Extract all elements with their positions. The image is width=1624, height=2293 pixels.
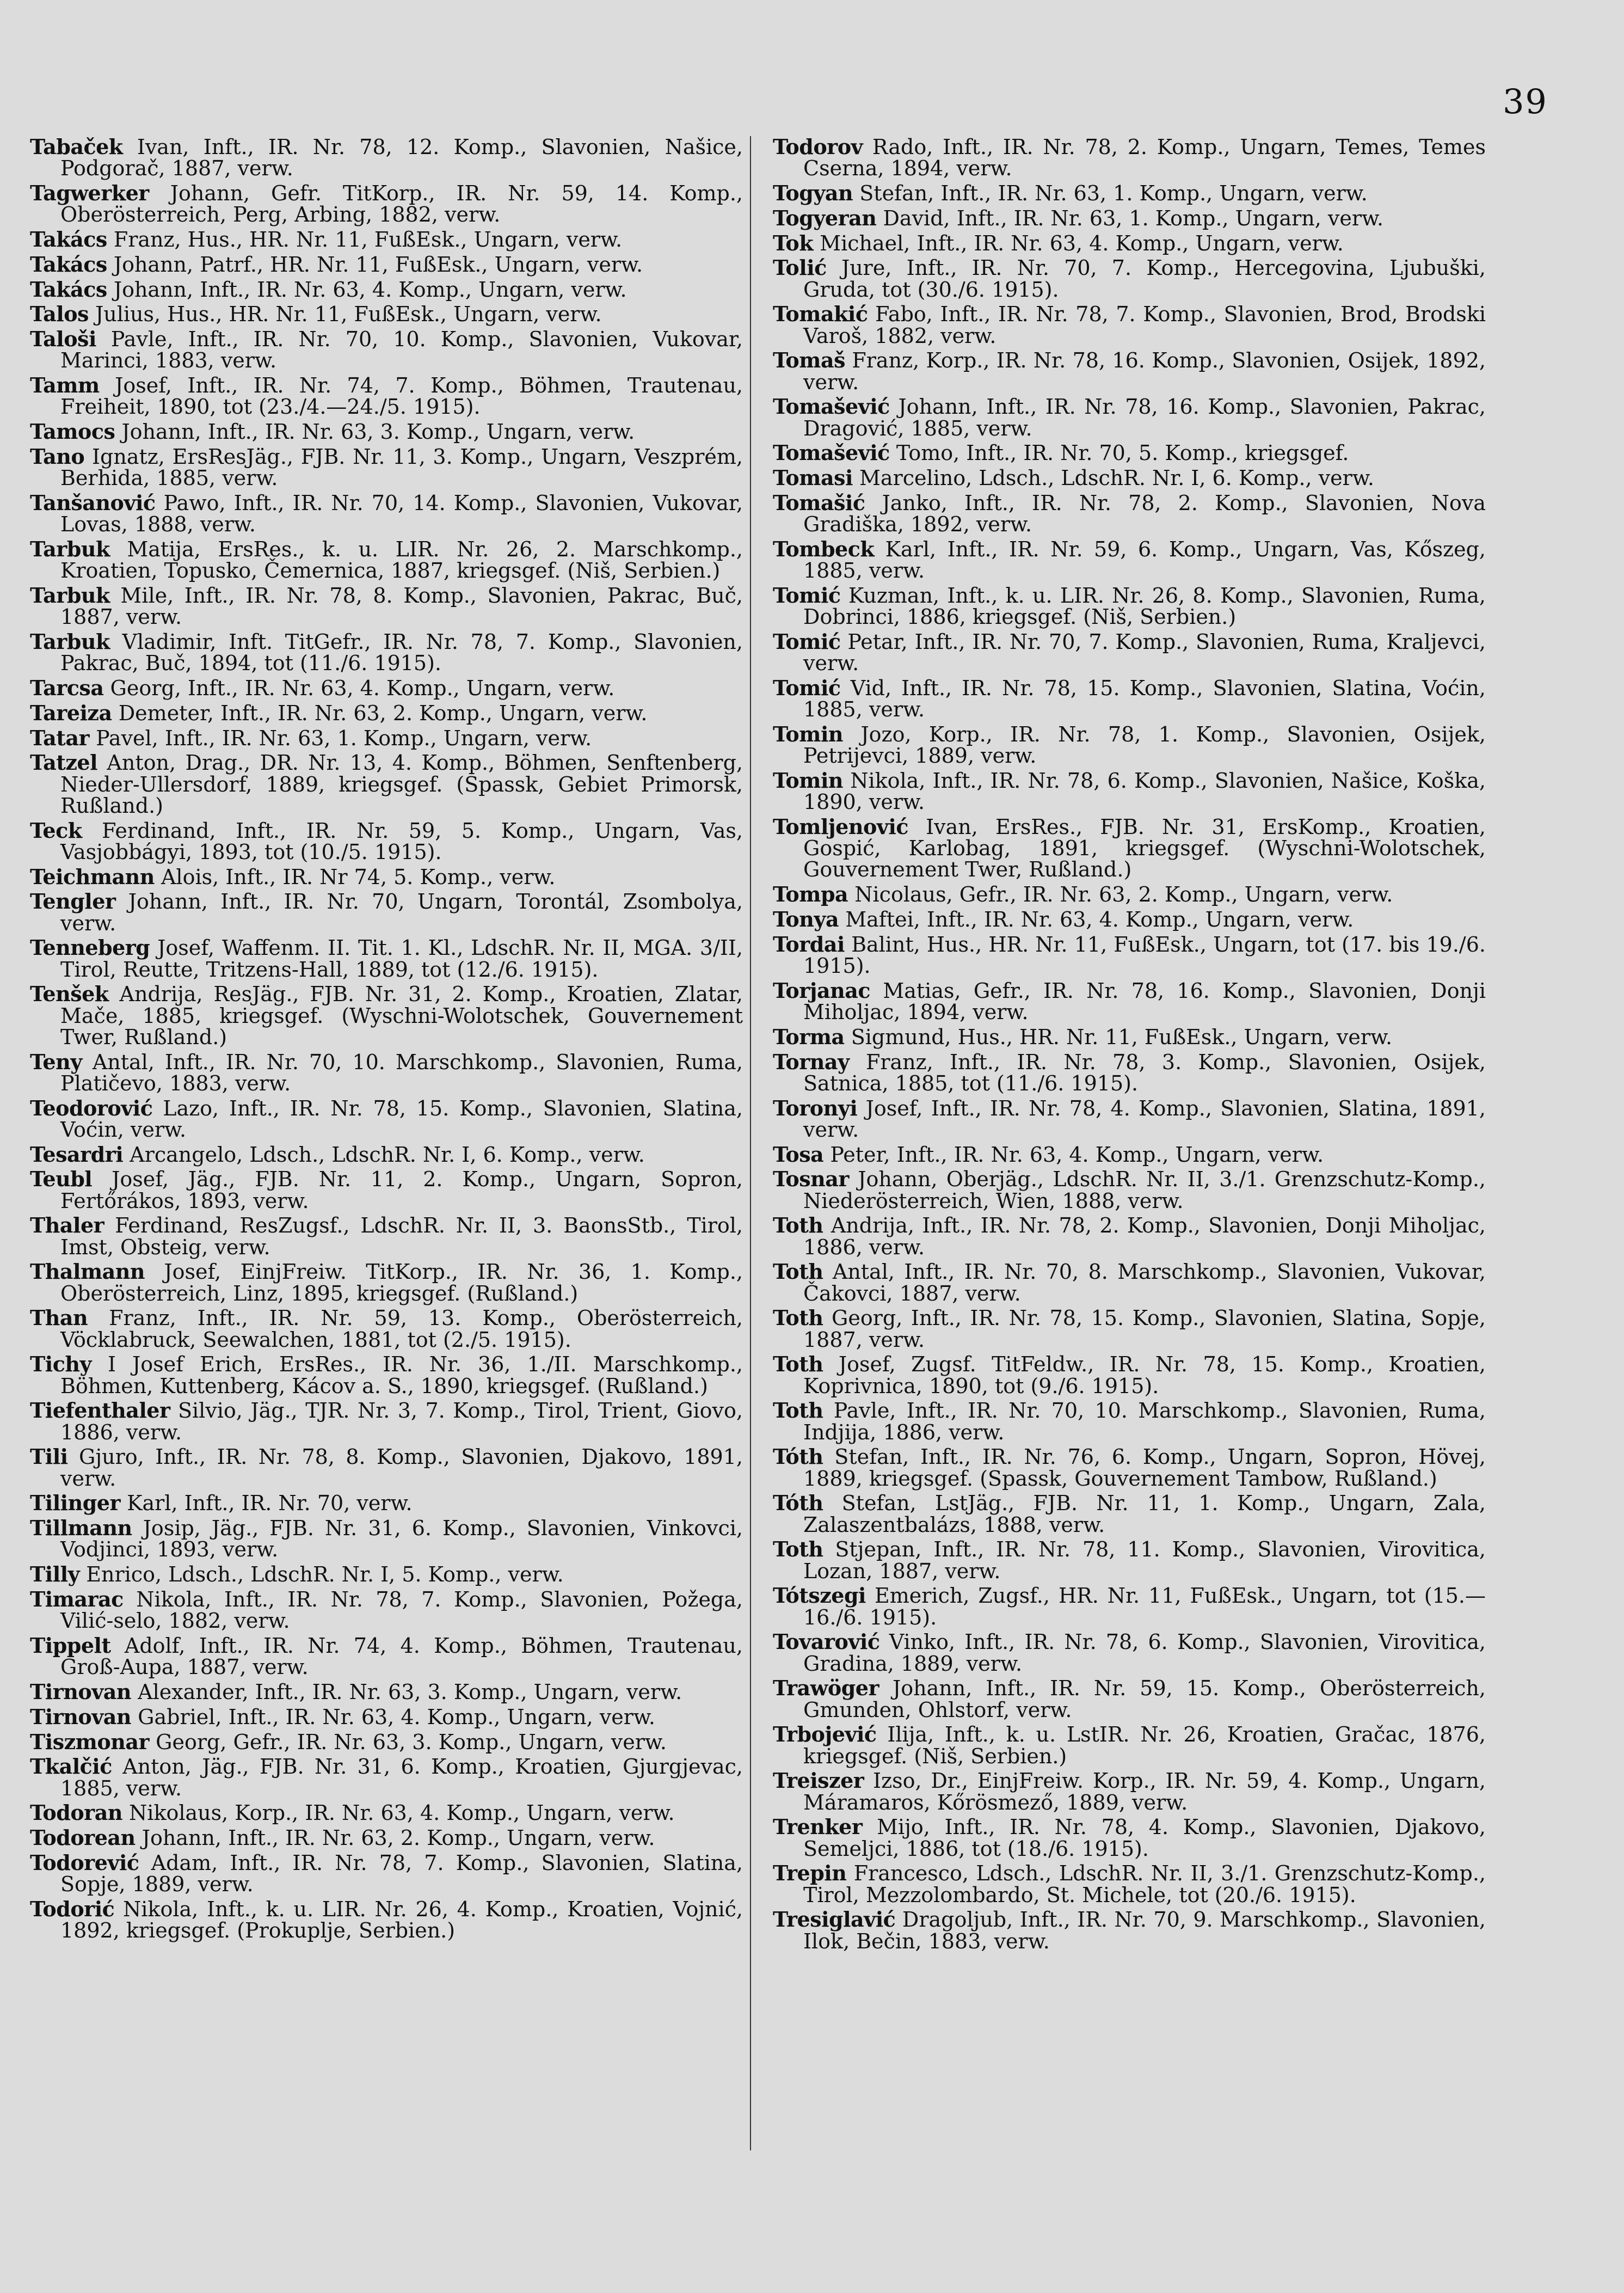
entry-details: Andrija, ResJäg., FJB. Nr. 31, 2. Komp., Kroatien, Zlatar, Mače, 1885, kriegsgef. (Wyschni-Wolotschek, Gouvernement Twer, Rußland.): [60, 982, 743, 1049]
roster-entry: [773, 980, 1486, 1023]
roster-entry: [773, 631, 1486, 674]
entry-details: Alois, Inft., IR. Nr 74, 5. Komp., verw.: [161, 865, 556, 889]
entry-details: Ignatz, ErsResJäg., FJB. Nr. 11, 3. Komp., Ungarn, Veszprém, Berhida, 1885, verw.: [60, 444, 743, 491]
entry-surname: Tenšek: [30, 982, 109, 1007]
entry-details: Enrico, Ldsch., LdschR. Nr. I, 5. Komp., verw.: [86, 1562, 564, 1587]
roster-entry: [30, 136, 743, 179]
entry-surname: Tirnovan: [30, 1704, 132, 1729]
entry-details: Johann, Oberjäg., LdschR. Nr. II, 3./1. Grenzschutz-Komp., Niederösterreich, Wien, 1888, verw.: [803, 1167, 1486, 1213]
entry-surname: Tesardri: [30, 1142, 124, 1167]
entry-details: Nikola, Inft., IR. Nr. 78, 7. Komp., Slavonien, Požega, Vilić-selo, 1882, verw.: [60, 1587, 743, 1633]
entry-details: Vinko, Inft., IR. Nr. 78, 6. Komp., Slavonien, Virovitica, Gradina, 1889, verw.: [803, 1630, 1486, 1676]
entry-details: Georg, Inft., IR. Nr. 78, 15. Komp., Slavonien, Slatina, Sopje, 1887, verw.: [803, 1306, 1486, 1352]
entry-details: Johann, Inft., IR. Nr. 70, Ungarn, Torontál, Zsombolya, verw.: [60, 890, 743, 935]
entry-surname: Togyeran: [773, 205, 877, 230]
entry-details: I Josef Erich, ErsRes., IR. Nr. 36, 1./II. Marschkomp., Böhmen, Kuttenberg, Kácov a. S., 1890, kriegsgef. (Rußland.): [60, 1352, 743, 1398]
roster-entry: [30, 375, 743, 418]
entry-details: Maftei, Inft., IR. Nr. 63, 4. Komp., Ungarn, verw.: [845, 907, 1354, 931]
roster-entry: [30, 1168, 743, 1211]
entry-surname: Thalmann: [30, 1259, 145, 1284]
entry-details: Michael, Inft., IR. Nr. 63, 4. Komp., Ungarn, verw.: [820, 231, 1344, 255]
entry-details: Jure, Inft., IR. Nr. 70, 7. Komp., Hercegovina, Ljubuški, Gruda, tot (30./6. 1915).: [803, 256, 1486, 302]
roster-entry: [30, 1852, 743, 1895]
roster-entry: [773, 396, 1486, 439]
roster-entry: [773, 1862, 1486, 1905]
entry-surname: Teck: [30, 818, 82, 843]
entry-details: Nicolaus, Gefr., IR. Nr. 63, 2. Komp., Ungarn, verw.: [854, 882, 1393, 907]
entry-details: Jozo, Korp., IR. Nr. 78, 1. Komp., Slavonien, Osijek, Petrijevci, 1889, verw.: [803, 722, 1486, 768]
entry-surname: Tomaš: [773, 348, 845, 373]
entry-details: Karl, Inft., IR. Nr. 59, 6. Komp., Ungarn, Vas, Kőszeg, 1885, verw.: [803, 537, 1486, 583]
entry-details: Antal, Inft., IR. Nr. 70, 8. Marschkomp., Slavonien, Vukovar, Čakovci, 1887, verw.: [803, 1260, 1486, 1305]
entry-surname: Toth: [773, 1352, 823, 1377]
right-column: [773, 136, 1486, 1955]
roster-entry: [773, 931, 1486, 978]
roster-entry: [30, 983, 743, 1048]
entry-surname: Tomakić: [773, 302, 868, 327]
entry-details: Adam, Inft., IR. Nr. 78, 7. Komp., Slavonien, Slatina, Sopje, 1889, verw.: [60, 1850, 743, 1897]
entry-surname: Trbojević: [773, 1722, 877, 1747]
entry-details: Francesco, Ldsch., LdschR. Nr. II, 3./1. Grenzschutz-Komp., Tirol, Mezzolombardo, St. Michele, tot (20./6. 1915).: [803, 1861, 1486, 1907]
roster-entry: [30, 492, 743, 535]
entry-details: Demeter, Inft., IR. Nr. 63, 2. Komp., Ungarn, verw.: [118, 701, 648, 725]
roster-entry: [30, 421, 743, 443]
roster-entry: [773, 1144, 1486, 1166]
entry-details: Pavle, Inft., IR. Nr. 70, 10. Marschkomp., Slavonien, Ruma, Indjija, 1886, verw.: [803, 1399, 1486, 1444]
roster-entry: [30, 303, 743, 325]
entry-details: Matias, Gefr., IR. Nr. 78, 16. Komp., Slavonien, Donji Miholjac, 1894, verw.: [803, 978, 1486, 1024]
entry-surname: Than: [30, 1305, 88, 1331]
roster-entry: [30, 1215, 743, 1258]
entry-surname: Tomašević: [773, 394, 890, 419]
entry-surname: Takács: [30, 252, 107, 277]
entry-details: Johann, Inft., IR. Nr. 63, 2. Komp., Ungarn, verw.: [142, 1826, 655, 1850]
roster-entry: [30, 866, 743, 888]
roster-entry: [773, 1307, 1486, 1350]
entry-surname: Teny: [30, 1049, 82, 1074]
entry-surname: Tili: [30, 1444, 68, 1469]
entry-surname: Tonya: [773, 906, 839, 931]
roster-entry: [30, 727, 743, 749]
entry-details: Pawo, Inft., IR. Nr. 70, 14. Komp., Slavonien, Vukovar, Lovas, 1888, verw.: [60, 491, 743, 537]
entry-details: Franz, Inft., IR. Nr. 59, 13. Komp., Oberösterreich, Vöcklabruck, Seewalchen, 1881, tot (2./5. 1915).: [60, 1306, 743, 1352]
roster-entry: [773, 1400, 1486, 1443]
roster-entry: [773, 1770, 1486, 1813]
roster-entry: [30, 1261, 743, 1304]
entry-surname: Tovarović: [773, 1629, 880, 1654]
entry-surname: Tompa: [773, 882, 848, 907]
entry-surname: Tomin: [773, 721, 844, 746]
entry-surname: Tenneberg: [30, 935, 150, 960]
entry-details: Andrija, Inft., IR. Nr. 78, 2. Komp., Slavonien, Donji Miholjac, 1886, verw.: [803, 1213, 1486, 1259]
roster-entry: [30, 1731, 743, 1753]
entry-details: Josef, EinjFreiw. TitKorp., IR. Nr. 36, 1. Komp., Oberösterreich, Linz, 1895, kriegsgef. (Rußland.): [60, 1260, 743, 1305]
entry-surname: Tresiglavić: [773, 1907, 896, 1932]
entry-surname: Tombeck: [773, 536, 875, 561]
entry-surname: Togyan: [773, 181, 853, 205]
entry-details: Tomo, Inft., IR. Nr. 70, 5. Komp., kriegsgef.: [896, 441, 1349, 465]
entry-details: Ferdinand, Inft., IR. Nr. 59, 5. Komp., Ungarn, Vas, Vasjobbágyi, 1893, tot (10./5. 1915).: [60, 818, 743, 864]
entry-surname: Taloši: [30, 327, 96, 352]
entry-surname: Tótszegi: [773, 1583, 866, 1608]
entry-surname: Tomašević: [773, 440, 890, 465]
roster-entry: [773, 1909, 1486, 1952]
entry-details: Franz, Inft., IR. Nr. 78, 3. Komp., Slavonien, Osijek, Satnica, 1885, tot (11./6. 1915).: [803, 1050, 1486, 1095]
roster-entry: [773, 303, 1486, 346]
entry-details: Mile, Inft., IR. Nr. 78, 8. Komp., Slavonien, Pakrac, Buč, 1887, verw.: [60, 583, 743, 629]
entry-details: Gjuro, Inft., IR. Nr. 78, 8. Komp., Slavonien, Djakovo, 1891, verw.: [60, 1445, 743, 1491]
entry-details: David, Inft., IR. Nr. 63, 1. Komp., Ungarn, verw.: [883, 206, 1384, 230]
roster-entry: [30, 1051, 743, 1094]
roster-entry: [773, 1538, 1486, 1581]
entry-surname: Todorić: [30, 1896, 115, 1921]
roster-entry: [773, 492, 1486, 535]
roster-entry: [30, 1898, 743, 1941]
entry-surname: Toronyi: [773, 1095, 858, 1120]
entry-surname: Trawöger: [773, 1676, 879, 1701]
entry-details: Josef, Inft., IR. Nr. 74, 7. Komp., Böhmen, Trautenau, Freiheit, 1890, tot (23./4.—24./5. 1915).: [60, 373, 743, 419]
entry-details: Kuzman, Inft., k. u. LIR. Nr. 26, 8. Komp., Slavonien, Ruma, Dobrinci, 1886, kriegsgef. (Niš, Serbien.): [803, 583, 1486, 629]
entry-details: Johann, Inft., IR. Nr. 63, 4. Komp., Ungarn, verw.: [113, 277, 627, 302]
roster-entry: [30, 1095, 743, 1142]
entry-details: Fabo, Inft., IR. Nr. 78, 7. Komp., Slavonien, Brod, Brodski Varoš, 1882, verw.: [803, 302, 1486, 348]
entry-surname: Tippelt: [30, 1633, 111, 1658]
roster-entry: [773, 1631, 1486, 1674]
entry-details: Izso, Dr., EinjFreiw. Korp., IR. Nr. 59, 4. Komp., Ungarn, Máramaros, Kőrösmező, 1889, verw.: [803, 1769, 1486, 1814]
roster-entry: [773, 1353, 1486, 1396]
entry-surname: Tornay: [773, 1049, 850, 1074]
entry-surname: Tomin: [773, 768, 844, 793]
roster-entry: [30, 752, 743, 817]
roster-entry: [30, 1564, 743, 1585]
entry-details: Stjepan, Inft., IR. Nr. 78, 11. Komp., Slavonien, Virovitica, Lozan, 1887, verw.: [803, 1537, 1486, 1583]
entry-details: Stefan, Inft., IR. Nr. 63, 1. Komp., Ungarn, verw.: [859, 181, 1368, 205]
entry-surname: Tok: [773, 230, 814, 255]
entry-surname: Tomić: [773, 583, 841, 608]
entry-details: Rado, Inft., IR. Nr. 78, 2. Komp., Ungarn, Temes, Temes Cserna, 1894, verw.: [803, 135, 1486, 181]
roster-entry: [773, 884, 1486, 905]
entry-details: Alexander, Inft., IR. Nr. 63, 3. Komp., Ungarn, verw.: [138, 1679, 682, 1704]
entry-surname: Tamm: [30, 373, 100, 398]
entry-surname: Tichy: [30, 1352, 92, 1377]
roster-entry: [773, 1585, 1486, 1628]
roster-entry: [30, 446, 743, 489]
entry-surname: Torjanac: [773, 978, 871, 1003]
roster-entry: [773, 257, 1486, 300]
roster-entry: [30, 937, 743, 980]
entry-surname: Teubl: [30, 1167, 93, 1192]
entry-surname: Takács: [30, 227, 107, 252]
roster-entry: [773, 721, 1486, 768]
entry-surname: Todorov: [773, 134, 863, 159]
roster-entry: [30, 1827, 743, 1849]
entry-details: Josef, Inft., IR. Nr. 78, 4. Komp., Slavonien, Slatina, 1891, verw.: [803, 1096, 1486, 1142]
roster-entry: [773, 1816, 1486, 1859]
roster-entry: [30, 1400, 743, 1443]
roster-entry: [773, 816, 1486, 881]
roster-entry: [30, 538, 743, 581]
entry-surname: Talos: [30, 302, 89, 327]
entry-surname: Teichmann: [30, 864, 155, 889]
entry-surname: Tosnar: [773, 1167, 849, 1192]
roster-entry: [30, 182, 743, 225]
entry-details: Mijo, Inft., IR. Nr. 78, 4. Komp., Slavonien, Djakovo, Semeljci, 1886, tot (18./6. 1915).: [803, 1815, 1486, 1861]
page-number: 39: [1503, 82, 1548, 121]
roster-entry: [773, 1446, 1486, 1489]
entry-surname: Treiszer: [773, 1768, 864, 1793]
entry-details: Nikola, Inft., IR. Nr. 78, 6. Komp., Slavonien, Našice, Koška, 1890, verw.: [803, 768, 1486, 814]
entry-details: Ivan, Inft., IR. Nr. 78, 12. Komp., Slavonien, Našice, Podgorač, 1887, verw.: [60, 135, 743, 181]
entry-details: Lazo, Inft., IR. Nr. 78, 15. Komp., Slavonien, Slatina, Voćin, verw.: [60, 1096, 743, 1142]
entry-details: Anton, Jäg., FJB. Nr. 31, 6. Komp., Kroatien, Gjurgjevac, 1885, verw.: [60, 1755, 743, 1800]
entry-details: Julius, Hus., HR. Nr. 11, FußEsk., Ungarn, verw.: [95, 302, 602, 327]
column-divider: [750, 136, 751, 2150]
entry-surname: Tomašić: [773, 490, 865, 515]
entry-surname: Takács: [30, 277, 107, 302]
entry-surname: Toth: [773, 1537, 823, 1562]
entry-surname: Tano: [30, 444, 85, 469]
roster-entry: [30, 1706, 743, 1728]
roster-entry: [30, 1144, 743, 1166]
roster-entry: [30, 702, 743, 724]
entry-surname: Tarbuk: [30, 629, 110, 654]
entry-surname: Tilly: [30, 1562, 80, 1587]
entry-surname: Tordai: [773, 931, 845, 957]
entry-details: Franz, Hus., HR. Nr. 11, FußEsk., Ungarn, verw.: [113, 228, 623, 252]
entry-details: Johann, Inft., IR. Nr. 78, 16. Komp., Slavonien, Pakrac, Dragović, 1885, verw.: [803, 395, 1486, 440]
entry-surname: Toth: [773, 1259, 823, 1284]
entry-details: Antal, Inft., IR. Nr. 70, 10. Marschkomp., Slavonien, Ruma, Platičevo, 1883, verw.: [60, 1050, 743, 1095]
entry-details: Arcangelo, Ldsch., LdschR. Nr. I, 6. Komp., verw.: [130, 1142, 645, 1167]
entry-details: Janko, Inft., IR. Nr. 78, 2. Komp., Slavonien, Nova Gradiška, 1892, verw.: [803, 491, 1486, 537]
left-column: [30, 136, 743, 1945]
entry-surname: Tomasi: [773, 465, 853, 491]
entry-surname: Teodorović: [30, 1095, 153, 1120]
roster-entry: [30, 1446, 743, 1489]
entry-details: Johann, Inft., IR. Nr. 63, 3. Komp., Ungarn, verw.: [121, 420, 635, 444]
entry-surname: Toth: [773, 1213, 823, 1238]
roster-entry: [30, 820, 743, 863]
roster-entry: [773, 1215, 1486, 1258]
roster-entry: [773, 1261, 1486, 1304]
entry-surname: Tirnovan: [30, 1679, 132, 1704]
roster-entry: [773, 136, 1486, 179]
roster-entry: [30, 585, 743, 628]
entry-surname: Trepin: [773, 1861, 847, 1886]
entry-surname: Tolić: [773, 255, 827, 280]
entry-surname: Tomić: [773, 675, 841, 700]
roster-entry: [30, 1492, 743, 1514]
roster-entry: [773, 1677, 1486, 1720]
entry-details: Vid, Inft., IR. Nr. 78, 15. Komp., Slavonien, Slatina, Voćin, 1885, verw.: [803, 676, 1486, 722]
entry-details: Georg, Gefr., IR. Nr. 63, 3. Komp., Ungarn, verw.: [156, 1730, 667, 1754]
entry-details: Marcelino, Ldsch., LdschR. Nr. I, 6. Komp., verw.: [859, 466, 1374, 491]
roster-entry: [30, 1681, 743, 1703]
entry-surname: Tillmann: [30, 1516, 132, 1541]
entry-details: Adolf, Inft., IR. Nr. 74, 4. Komp., Böhmen, Trautenau, Groß-Aupa, 1887, verw.: [60, 1633, 743, 1679]
entry-surname: Tomić: [773, 629, 841, 654]
roster-entry: [773, 1168, 1486, 1211]
roster-entry: [30, 1635, 743, 1678]
entry-surname: Tagwerker: [30, 181, 149, 205]
roster-entry: [773, 1724, 1486, 1767]
entry-details: Petar, Inft., IR. Nr. 70, 7. Komp., Slavonien, Ruma, Kraljevci, verw.: [803, 629, 1486, 676]
entry-details: Emerich, Zugsf., HR. Nr. 11, FußEsk., Ungarn, tot (15.—16./6. 1915).: [803, 1584, 1486, 1629]
entry-surname: Tengler: [30, 889, 116, 914]
roster-entry: [773, 467, 1486, 489]
entry-surname: Todoran: [30, 1800, 122, 1825]
entry-details: Johann, Gefr. TitKorp., IR. Nr. 59, 14. Komp., Oberösterreich, Perg, Arbing, 1882, verw.: [60, 181, 743, 227]
entry-surname: Trenker: [773, 1814, 863, 1840]
entry-surname: Tatar: [30, 725, 89, 750]
roster-entry: [30, 279, 743, 301]
roster-entry: [773, 442, 1486, 464]
roster-entry: [773, 1051, 1486, 1094]
roster-entry: [30, 1586, 743, 1633]
entry-details: Josef, Waffenm. II. Tit. 1. Kl., LdschR. Nr. II, MGA. 3/II, Tirol, Reutte, Tritzens-Hall, 1889, tot (12./6. 1915).: [60, 936, 743, 982]
entry-surname: Tanšanović: [30, 490, 156, 515]
roster-entry: [773, 1492, 1486, 1535]
entry-details: Ferdinand, ResZugsf., LdschR. Nr. II, 3. BaonsStb., Tirol, Imst, Obsteig, verw.: [60, 1213, 743, 1259]
entry-details: Georg, Inft., IR. Nr. 63, 4. Komp., Ungarn, verw.: [110, 676, 615, 700]
entry-surname: Timarac: [30, 1586, 124, 1611]
roster-entry: [30, 891, 743, 934]
roster-entry: [773, 906, 1486, 931]
entry-details: Gabriel, Inft., IR. Nr. 63, 4. Komp., Ungarn, verw.: [138, 1705, 656, 1729]
entry-details: Josef, Jäg., FJB. Nr. 11, 2. Komp., Ungarn, Sopron, Fertőrákos, 1893, verw.: [60, 1167, 743, 1213]
entry-details: Ivan, ErsRes., FJB. Nr. 31, ErsKomp., Kroatien, Gospić, Karlobag, 1891, kriegsgef. (Wyschni-Wolotschek, Gouvernement Twer, Rußland.): [803, 814, 1486, 882]
entry-surname: Tilinger: [30, 1491, 120, 1516]
entry-surname: Toth: [773, 1305, 823, 1331]
entry-details: Stefan, Inft., IR. Nr. 76, 6. Komp., Ungarn, Sopron, Hövej, 1889, kriegsgef. (Spassk, Gouvernement Tambow, Rußland.): [803, 1445, 1486, 1491]
entry-surname: Tiefenthaler: [30, 1398, 170, 1423]
roster-entry: [30, 1517, 743, 1560]
entry-surname: Tkalčić: [30, 1754, 112, 1779]
roster-entry: [30, 1353, 743, 1396]
entry-details: Karl, Inft., IR. Nr. 70, verw.: [127, 1491, 413, 1516]
entry-surname: Tareiza: [30, 700, 112, 725]
roster-entry: [30, 1756, 743, 1799]
entry-surname: Tatzel: [30, 750, 98, 775]
roster-entry: [30, 229, 743, 250]
entry-surname: Thaler: [30, 1213, 104, 1238]
entry-surname: Tiszmonar: [30, 1729, 150, 1754]
entry-surname: Tóth: [773, 1444, 823, 1469]
entry-details: Balint, Hus., HR. Nr. 11, FußEsk., Ungarn, tot (17. bis 19./6. 1915).: [803, 932, 1486, 978]
roster-entry: [30, 328, 743, 371]
entry-details: Anton, Drag., DR. Nr. 13, 4. Komp., Böhmen, Senftenberg, Nieder-Ullersdorf, 1889, kriegsgef. (Spassk, Gebiet Primorsk, Rußland.): [60, 751, 743, 818]
roster-entry: [773, 1095, 1486, 1142]
entry-details: Vladimir, Inft. TitGefr., IR. Nr. 78, 7. Komp., Slavonien, Pakrac, Buč, 1894, tot (11./6. 1915).: [60, 629, 743, 676]
roster-entry: [773, 207, 1486, 229]
entry-details: Ilija, Inft., k. u. LstIR. Nr. 26, Kroatien, Gračac, 1876, kriegsgef. (Niš, Serbien.): [803, 1722, 1486, 1768]
roster-entry: [773, 350, 1486, 393]
roster-entry: [773, 538, 1486, 581]
entry-details: Dragoljub, Inft., IR. Nr. 70, 9. Marschkomp., Slavonien, Ilok, Bečin, 1883, verw.: [803, 1908, 1486, 1953]
roster-entry: [30, 1307, 743, 1350]
entry-surname: Tarcsa: [30, 675, 104, 700]
entry-surname: Tóth: [773, 1491, 823, 1516]
roster-entry: [773, 585, 1486, 628]
entry-surname: Toth: [773, 1398, 823, 1423]
entry-details: Silvio, Jäg., TJR. Nr. 3, 7. Komp., Tirol, Trient, Giovo, 1886, verw.: [60, 1399, 743, 1444]
entry-details: Pavle, Inft., IR. Nr. 70, 10. Komp., Slavonien, Vukovar, Marinci, 1883, verw.: [60, 327, 743, 373]
entry-details: Nikolaus, Korp., IR. Nr. 63, 4. Komp., Ungarn, verw.: [129, 1801, 675, 1825]
entry-details: Josef, Zugsf. TitFeldw., IR. Nr. 78, 15. Komp., Kroatien, Koprivnica, 1890, tot (9./6. 1915).: [803, 1352, 1486, 1398]
entry-surname: Tamocs: [30, 419, 115, 444]
entry-details: Peter, Inft., IR. Nr. 63, 4. Komp., Ungarn, verw.: [830, 1142, 1324, 1167]
entry-details: Stefan, LstJäg., FJB. Nr. 11, 1. Komp., Ungarn, Zala, Zalaszentbalázs, 1888, verw.: [803, 1491, 1486, 1537]
entry-details: Josip, Jäg., FJB. Nr. 31, 6. Komp., Slavonien, Vinkovci, Vodjinci, 1893, verw.: [60, 1516, 743, 1562]
entry-details: Sigmund, Hus., HR. Nr. 11, FußEsk., Ungarn, verw.: [851, 1025, 1393, 1049]
roster-entry: [30, 631, 743, 674]
roster-entry: [773, 1026, 1486, 1048]
roster-entry: [30, 677, 743, 699]
entry-details: Matija, ErsRes., k. u. LIR. Nr. 26, 2. Marschkomp., Kroatien, Topusko, Čemernica, 1887, kriegsgef. (Niš, Serbien.): [60, 537, 743, 583]
roster-entry: [773, 232, 1486, 254]
entry-surname: Tarbuk: [30, 536, 110, 561]
entry-surname: Todorean: [30, 1825, 136, 1850]
entry-surname: Tomljenović: [773, 814, 908, 839]
entry-surname: Todorević: [30, 1850, 139, 1875]
entry-surname: Tarbuk: [30, 583, 110, 608]
entry-surname: Tabaček: [30, 134, 123, 159]
entry-surname: Torma: [773, 1024, 845, 1049]
roster-entry: [773, 182, 1486, 204]
entry-surname: Tosa: [773, 1142, 824, 1167]
entry-details: Pavel, Inft., IR. Nr. 63, 1. Komp., Ungarn, verw.: [96, 726, 592, 750]
entry-details: Johann, Inft., IR. Nr. 59, 15. Komp., Oberösterreich, Gmunden, Ohlstorf, verw.: [803, 1676, 1486, 1722]
entry-details: Johann, Patrf., HR. Nr. 11, FußEsk., Ungarn, verw.: [113, 252, 643, 277]
roster-entry: [30, 254, 743, 275]
roster-entry: [773, 770, 1486, 813]
roster-entry: [773, 677, 1486, 720]
roster-entry: [30, 1802, 743, 1824]
entry-details: Nikola, Inft., k. u. LIR. Nr. 26, 4. Komp., Kroatien, Vojnić, 1892, kriegsgef. (Prokuplje, Serbien.): [60, 1897, 743, 1943]
entry-details: Franz, Korp., IR. Nr. 78, 16. Komp., Slavonien, Osijek, 1892, verw.: [803, 348, 1486, 394]
